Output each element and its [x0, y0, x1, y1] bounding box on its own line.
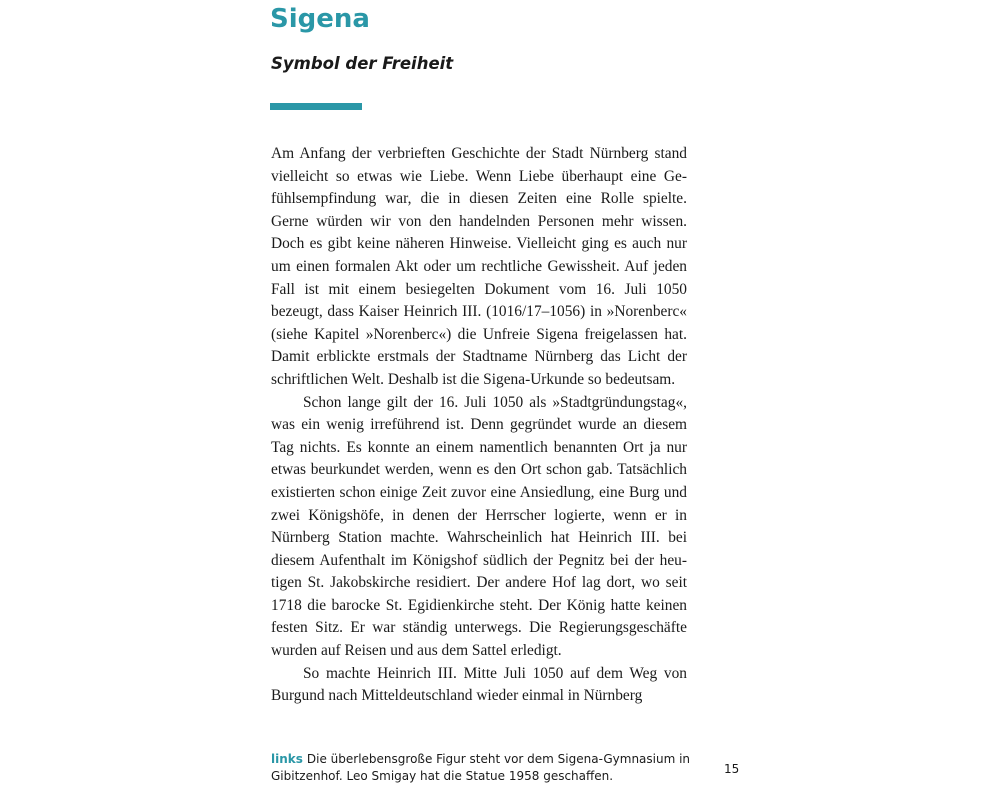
caption-label: links	[271, 752, 303, 766]
paragraph-2: Schon lange gilt der 16. Juli 1050 als »Stadtgründungstag«, was ein wenig irreführend ist. Denn gegründet wurde an diesem Tag nichts. Es konnte an einem namentlich benannten Ort ja nur etwas beurkundet werden, wenn es den Ort schon gab. Tatsächlich existierten schon einige Zeit zuvor eine Ansiedlung, eine Burg und zwei Königshöfe, in denen der Herrscher logierte, wenn er in Nürnberg Station machte. Wahrscheinlich hat Heinrich III. bei diesem Aufenthalt im Königshof südlich der Pegnitz bei der heutigen St. Jakobskirche residiert. Der andere Hof lag dort, wo seit 1718 die barocke St. Egidienkirche steht. Der König hatte keinen festen Sitz. Er war ständig unterwegs. Die Regierungsgeschäfte wurden auf Reisen und aus dem Sattel erledigt.	[271, 393, 687, 660]
chapter-subtitle: Symbol der Freiheit	[271, 54, 454, 73]
page-number: 15	[724, 762, 740, 776]
paragraph-3: So machte Heinrich III. Mitte Juli 1050 auf dem Weg von Burgund nach Mitteldeutschland wieder einmal in Nürnberg	[271, 664, 687, 705]
caption-text: Die überlebensgroße Figur steht vor dem Sigena-Gymnasium in Gibitzenhof. Leo Smigay hat die Statue 1958 geschaffen.	[271, 752, 691, 783]
body-text	[271, 143, 687, 708]
paragraph-1: Am Anfang der verbrieften Geschichte der Stadt Nürnberg stand vielleicht so etwas wie Liebe. Wenn Liebe überhaupt eine Gefühlsempfindung war, die in diesen Zeiten eine Rolle spielte. Gerne würden wir von den handelnden Personen mehr wissen. Doch es gibt keine näheren Hinweise. Vielleicht ging es auch nur um einen formalen Akt oder um rechtliche Gewissheit. Auf jeden Fall ist mit einem besiegelten Dokument vom 16. Juli 1050 bezeugt, dass Kaiser Heinrich III. (1016/17–1056) in »Norenberc« (siehe Kapitel »Norenberc«) die Unfreie Sigena freigelassen hat. Damit erblickte erstmals der Stadtname Nürnberg das Licht der schriftlichen Welt. Deshalb ist die Sigena-Urkunde so bedeutsam.	[271, 145, 687, 388]
accent-rule	[270, 103, 362, 110]
chapter-title: Sigena	[270, 4, 370, 34]
image-caption	[271, 751, 691, 785]
